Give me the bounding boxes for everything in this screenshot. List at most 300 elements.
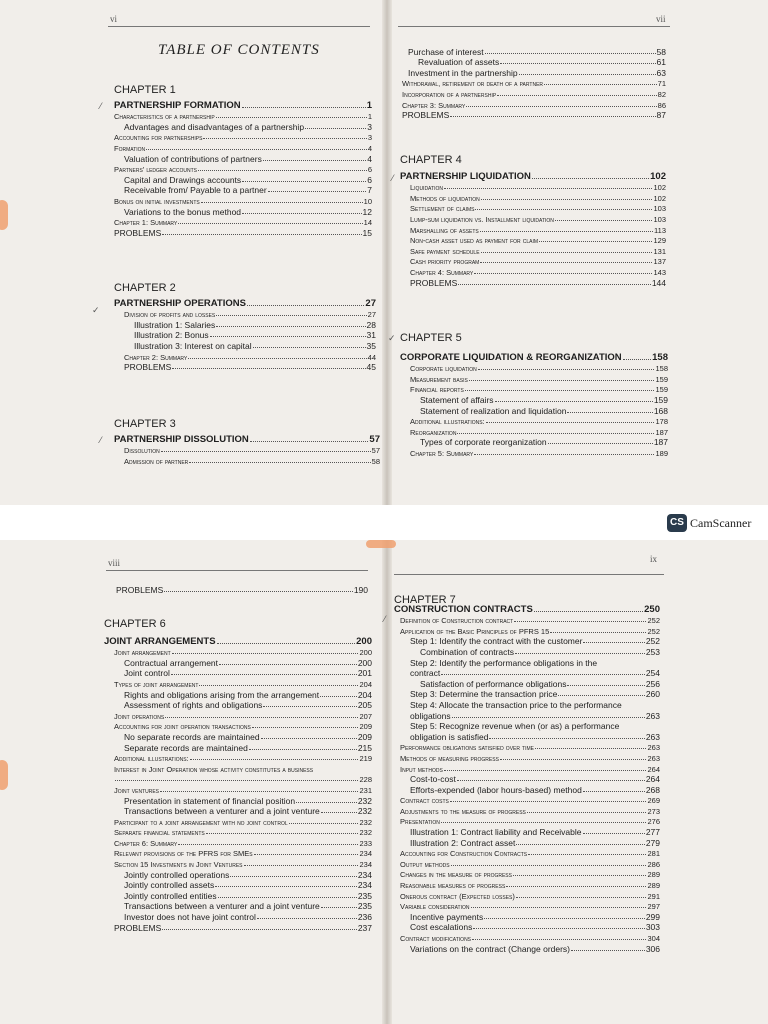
toc-entry — [394, 869, 660, 880]
toc-entry-title: Admission of partner — [124, 456, 189, 466]
toc-entry-title: obligations — [410, 710, 451, 721]
toc-entry-page: 264 — [645, 774, 660, 785]
toc-entry-page: 190 — [353, 584, 368, 595]
toc-entry — [104, 901, 372, 912]
dot-leader — [519, 74, 656, 75]
toc-entry-title: Presentation — [400, 817, 440, 827]
toc-entry — [392, 67, 666, 78]
toc-entry — [114, 142, 372, 153]
toc-entry-page: 144 — [651, 277, 666, 288]
toc-entry — [104, 742, 372, 753]
toc-entry-title: Accounting for Construction Contracts — [400, 849, 528, 859]
toc-entry — [104, 689, 372, 700]
toc-entry — [394, 890, 660, 901]
chapter-heading: CHAPTER 3 — [114, 418, 176, 430]
dot-leader — [500, 63, 655, 64]
dot-leader — [115, 780, 358, 781]
toc-entry — [394, 879, 660, 890]
toc-entry-title: Jointly controlled operations — [124, 869, 230, 880]
toc-entry — [394, 615, 660, 626]
toc-entry-page: 44 — [367, 352, 376, 362]
toc-entry-title: Purchase of interest — [408, 46, 484, 57]
toc-entry-title: PROBLEMS — [114, 227, 162, 238]
page-viii — [0, 540, 382, 1024]
toc-entry-title: Section 15 Investments in Joint Ventures — [114, 860, 243, 870]
toc-entry-page: 304 — [647, 934, 660, 943]
toc-entry — [114, 153, 372, 164]
toc-entry-title: Transactions between a venturer and a joint venture — [124, 901, 320, 912]
toc-entry — [400, 192, 666, 203]
toc-entry-title: Participant to a joint arrangement with no joint control — [114, 817, 288, 827]
toc-entry — [394, 858, 660, 869]
toc-entry-title: Chapter 5: Summary — [410, 448, 474, 458]
dot-leader — [321, 907, 357, 908]
toc-entry — [114, 121, 372, 132]
toc-entry-title: Chapter 4: Summary — [410, 267, 474, 277]
dot-leader — [247, 305, 364, 306]
toc-entry-page: 102 — [653, 193, 666, 203]
toc-entry-page: 209 — [359, 722, 372, 732]
dot-leader — [242, 107, 366, 108]
page-number: ix — [650, 554, 658, 564]
toc-entry-title: Non-cash asset used as payment for claim — [410, 236, 539, 246]
toc-entry-page: 215 — [357, 742, 372, 753]
toc-entry-page: 14 — [363, 218, 372, 228]
toc-entry-title: Division of profits and losses — [124, 310, 216, 320]
dot-leader — [583, 642, 644, 643]
toc-entry-title: Statement of realization and liquidation — [420, 405, 567, 416]
toc-entry-title: Measurement basis — [410, 374, 468, 384]
toc-entry-page: 12 — [362, 206, 372, 217]
dot-leader — [544, 84, 657, 85]
toc-entry — [104, 890, 372, 901]
dot-leader — [252, 727, 359, 728]
toc-entry-title: Methods of measuring progress — [400, 753, 499, 763]
dot-leader — [481, 252, 653, 253]
toc-entry — [400, 426, 668, 437]
toc-entry-page: 1 — [367, 112, 372, 122]
toc-entry-title: Partners' ledger accounts — [114, 165, 198, 175]
toc-entry-title: Types of joint arrangement — [114, 679, 199, 689]
toc-entry-page: 7 — [367, 185, 372, 196]
toc-entry-title: PROBLEMS — [116, 584, 164, 595]
toc-entry-page: 187 — [655, 427, 668, 437]
pen-tick-mark: ✓ — [92, 305, 100, 315]
toc-entry-page: 103 — [653, 204, 666, 214]
toc-entry-page: 209 — [357, 731, 372, 742]
toc-entry — [392, 88, 666, 99]
toc-entry — [392, 57, 666, 68]
dot-leader — [535, 748, 646, 749]
toc-entry — [104, 848, 372, 859]
toc-entry-title: PROBLEMS — [114, 922, 162, 933]
dot-leader — [254, 854, 359, 855]
dot-leader — [485, 53, 656, 54]
toc-entry-page: 159 — [655, 374, 668, 384]
toc-entry — [104, 816, 372, 827]
page-number: vi — [110, 14, 118, 24]
dot-leader — [571, 950, 645, 951]
dot-leader — [528, 854, 646, 855]
toc-entry-title: PARTNERSHIP DISSOLUTION — [114, 433, 249, 445]
toc-entry-page: 143 — [653, 267, 666, 277]
toc-entry — [400, 384, 668, 395]
dot-leader — [532, 178, 649, 179]
dot-leader — [146, 149, 367, 150]
toc-entry — [394, 689, 660, 700]
top-spread — [0, 0, 768, 505]
toc-entry-page: 58 — [371, 456, 380, 466]
toc-entry-page: 263 — [647, 743, 660, 753]
toc-entry — [104, 753, 372, 764]
dot-leader — [481, 199, 653, 200]
toc-entry-page: 158 — [655, 364, 668, 374]
toc-entry-title: Separate records are maintained — [124, 742, 248, 753]
toc-entry-page: 35 — [366, 340, 376, 351]
toc-entry-page: 237 — [357, 922, 372, 933]
camscanner-logo: CS — [667, 514, 687, 532]
toc-entry — [114, 100, 372, 111]
toc-entry-title: Accounting for joint operation transactions — [114, 722, 251, 732]
toc-entry — [400, 245, 666, 256]
toc-entry — [104, 837, 372, 848]
toc-entry-title: Contractual arrangement — [124, 657, 219, 668]
pen-tick-mark: ⁄ — [100, 101, 102, 111]
toc-entry-title: PARTNERSHIP LIQUIDATION — [400, 170, 531, 182]
toc-entry — [394, 710, 660, 721]
toc-entry — [114, 227, 372, 238]
toc-entry-page: 61 — [656, 57, 666, 68]
toc-entry-title: Onerous contract (Expected losses) — [400, 891, 515, 901]
toc-entry — [400, 352, 668, 363]
dot-leader — [623, 359, 651, 360]
header-rule — [108, 26, 370, 27]
toc-entry — [400, 277, 666, 288]
toc-entry — [392, 99, 666, 110]
toc-entry-title: Lump-sum liquidation vs. Installment liquidation — [410, 214, 554, 224]
dot-leader — [198, 170, 367, 171]
dot-leader — [583, 791, 645, 792]
toc-list — [400, 352, 668, 458]
dot-leader — [469, 380, 655, 381]
dot-leader — [268, 191, 367, 192]
toc-entry — [394, 668, 660, 679]
dot-leader — [500, 759, 647, 760]
dot-leader — [201, 202, 363, 203]
toc-entry-title: Step 5: Recognize revenue when (or as) a performance — [410, 721, 620, 732]
toc-entry-title: Performance obligations satisfied over time — [400, 743, 534, 753]
toc-entry-title: CORPORATE LIQUIDATION & REORGANIZATION — [400, 351, 622, 363]
toc-entry — [394, 657, 660, 668]
toc-entry-page: 4 — [367, 143, 372, 153]
toc-entry-title: PROBLEMS — [402, 110, 450, 121]
toc-entry — [104, 731, 372, 742]
toc-entry-page: 252 — [645, 636, 660, 647]
dot-leader — [506, 886, 646, 887]
dot-leader — [215, 886, 357, 887]
toc-entry — [394, 636, 660, 647]
toc-entry-title: Cost-to-cost — [410, 774, 456, 785]
toc-entry-title: Marshalling of assets — [410, 225, 479, 235]
toc-entry-page: 233 — [359, 838, 372, 848]
toc-entry-title: Chapter 2: Summary — [124, 352, 188, 362]
toc-entry-title: Illustration 3: Interest on capital — [134, 340, 252, 351]
dot-leader — [495, 401, 653, 402]
toc-entry-page: 219 — [359, 754, 372, 764]
toc-entry-page: 102 — [650, 170, 666, 182]
toc-entry-title: contract — [410, 668, 441, 679]
dot-leader — [244, 865, 359, 866]
toc-entry — [394, 795, 660, 806]
toc-entry — [394, 805, 660, 816]
toc-entry — [394, 763, 660, 774]
dot-leader — [480, 262, 652, 263]
book-gutter — [382, 0, 392, 505]
dot-leader — [230, 876, 356, 877]
toc-entry-page: 269 — [647, 796, 660, 806]
toc-entry — [400, 235, 666, 246]
toc-entry — [394, 721, 660, 732]
dot-leader — [162, 929, 357, 930]
toc-entry — [392, 46, 666, 57]
toc-entry-title: Formation — [114, 143, 146, 153]
dot-leader — [444, 188, 653, 189]
toc-entry-title: Step 2: Identify the performance obligations in the — [410, 657, 598, 668]
toc-entry-page: 276 — [647, 817, 660, 827]
toc-entry — [104, 774, 372, 785]
dot-leader — [289, 823, 359, 824]
dot-leader — [534, 611, 643, 612]
toc-entry-page: 102 — [653, 183, 666, 193]
toc-entry — [400, 182, 666, 193]
toc-entry-title: Adjustments to the measure of progress — [400, 806, 526, 816]
dot-leader — [465, 390, 655, 391]
toc-entry-page: 200 — [356, 635, 372, 647]
toc-entry-title: Contract modifications — [400, 934, 472, 943]
toc-entry-title: Satisfaction of performance obligations — [420, 678, 567, 689]
toc-entry — [394, 699, 660, 710]
dot-leader — [458, 284, 651, 285]
toc-entry-page: 263 — [647, 753, 660, 763]
dot-leader — [216, 117, 367, 118]
dot-leader — [484, 918, 645, 919]
dot-leader — [263, 706, 356, 707]
toc-entry-page: 289 — [647, 881, 660, 891]
dot-leader — [486, 422, 655, 423]
dot-leader — [478, 369, 655, 370]
toc-entry — [114, 185, 372, 196]
toc-entry — [394, 816, 660, 827]
dot-leader — [321, 812, 357, 813]
toc-entry — [104, 636, 372, 647]
toc-entry — [114, 298, 376, 309]
toc-entry — [104, 657, 372, 668]
toc-entry-page: 3 — [367, 121, 372, 132]
toc-entry-page: 234 — [359, 849, 372, 859]
toc-entry-page: 234 — [359, 860, 372, 870]
toc-entry-page: 235 — [357, 901, 372, 912]
toc-entry-title: Variations on the contract (Change orders) — [410, 943, 571, 954]
toc-entry-page: 207 — [359, 711, 372, 721]
toc-entry-title: Application of the Basic Principles of PFRS 15 — [400, 626, 550, 636]
toc-entry — [394, 774, 660, 785]
toc-entry-page: 159 — [653, 394, 668, 405]
toc-entry-page: 279 — [645, 837, 660, 848]
toc-entry — [400, 171, 666, 182]
toc-entry-page: 281 — [647, 849, 660, 859]
toc-entry-page: 232 — [357, 795, 372, 806]
toc-entry-title: Efforts-expended (labor hours-based) method — [410, 784, 582, 795]
dot-leader — [199, 685, 358, 686]
toc-entry-page: 86 — [657, 100, 666, 110]
toc-entry-page: 137 — [653, 257, 666, 267]
toc-entry — [394, 742, 660, 753]
toc-entry-page: 268 — [645, 784, 660, 795]
toc-entry — [104, 678, 372, 689]
toc-entry-page: 252 — [647, 616, 660, 626]
toc-entry-title: Investment in the partnership — [408, 67, 518, 78]
dot-leader — [250, 441, 369, 442]
toc-entry — [114, 309, 376, 320]
dot-leader — [583, 833, 645, 834]
toc-entry-title: Incentive payments — [410, 911, 484, 922]
toc-entry-title: JOINT ARRANGEMENTS — [104, 635, 216, 647]
toc-entry — [394, 646, 660, 657]
toc-entry — [114, 164, 372, 175]
toc-entry-title: Revaluation of assets — [418, 57, 500, 68]
toc-entry-page: 31 — [366, 330, 376, 341]
toc-entry-title: PARTNERSHIP OPERATIONS — [114, 297, 246, 309]
toc-entry-page: 159 — [655, 385, 668, 395]
dot-leader — [516, 844, 644, 845]
toc-entry — [400, 224, 666, 235]
toc-entry-page: 87 — [656, 110, 666, 121]
dot-leader — [555, 220, 653, 221]
dot-leader — [474, 454, 654, 455]
toc-entry — [394, 784, 660, 795]
dot-leader — [514, 621, 646, 622]
toc-entry-title: Jointly controlled assets — [124, 880, 215, 891]
toc-entry — [394, 943, 660, 954]
pen-tick-mark: ⁄ — [384, 614, 386, 624]
toc-entry-title: Illustration 2: Bonus — [134, 330, 209, 341]
toc-entry-title: PARTNERSHIP FORMATION — [114, 99, 241, 111]
toc-entry — [104, 668, 372, 679]
toc-entry-page: 15 — [362, 227, 372, 238]
toc-entry — [394, 731, 660, 742]
toc-entry-title: CONSTRUCTION CONTRACTS — [394, 603, 533, 615]
dot-leader — [457, 433, 654, 434]
toc-entry-page: 187 — [653, 437, 668, 448]
toc-entry-page: 299 — [645, 911, 660, 922]
dot-leader — [178, 844, 358, 845]
toc-entry-title: Capital and Drawings accounts — [124, 174, 242, 185]
toc-entry-page: 235 — [357, 890, 372, 901]
toc-entry-page: 289 — [647, 870, 660, 880]
page-number: vii — [656, 14, 666, 24]
toc-entry — [394, 678, 660, 689]
toc-entry — [114, 132, 372, 143]
toc-entry-page: 27 — [365, 297, 376, 309]
dot-leader — [513, 875, 647, 876]
dot-leader — [249, 749, 357, 750]
toc-entry — [400, 203, 666, 214]
toc-entry-page: 57 — [371, 446, 380, 456]
toc-entry — [114, 362, 376, 373]
dot-leader — [190, 759, 359, 760]
toc-entry-title: PROBLEMS — [124, 362, 172, 373]
toc-entry — [114, 340, 376, 351]
dot-leader — [558, 695, 644, 696]
toc-entry-title: Jointly controlled entities — [124, 890, 217, 901]
dot-leader — [450, 801, 647, 802]
dot-leader — [550, 632, 646, 633]
dot-leader — [164, 591, 353, 592]
toc-entry — [400, 363, 668, 374]
toc-entry — [400, 447, 668, 458]
page-vii — [388, 0, 768, 505]
toc-list — [392, 46, 666, 120]
dot-leader — [219, 664, 357, 665]
toc-entry — [114, 455, 380, 466]
dot-leader — [452, 717, 645, 718]
dot-leader — [242, 181, 366, 182]
dot-leader — [162, 234, 361, 235]
pen-tick-mark: ⁄ — [100, 435, 102, 445]
toc-entry-title: Illustration 2: Contract asset — [410, 837, 516, 848]
chapter-heading: CHAPTER 2 — [114, 282, 176, 294]
toc-entry-title: Safe payment schedule — [410, 246, 480, 256]
toc-entry-page: 4 — [367, 153, 372, 164]
dot-leader — [218, 897, 357, 898]
toc-entry — [114, 206, 372, 217]
toc-entry-title: Valuation of contributions of partners — [124, 153, 262, 164]
page-vi — [0, 0, 382, 505]
toc-entry-page: 168 — [653, 405, 668, 416]
toc-entry — [104, 827, 372, 838]
toc-entry-page: 250 — [644, 603, 660, 615]
toc-entry — [114, 351, 376, 362]
toc-entry-page: 297 — [647, 902, 660, 912]
toc-entry-page: 234 — [357, 869, 372, 880]
dot-leader — [466, 106, 656, 107]
toc-entry-title: Advantages and disadvantages of a partnership — [124, 121, 305, 132]
toc-list — [394, 604, 660, 954]
toc-entry-page: 10 — [363, 196, 372, 206]
bottom-spread — [0, 540, 768, 1024]
book-gutter — [382, 540, 392, 1024]
toc-entry-title: Output methods — [400, 859, 450, 869]
dot-leader — [189, 462, 370, 463]
dot-leader — [515, 653, 645, 654]
toc-entry — [394, 752, 660, 763]
toc-entry — [394, 901, 660, 912]
toc-entry-page: 45 — [366, 362, 376, 373]
toc-entry — [114, 174, 372, 185]
toc-entry-page: 129 — [653, 236, 666, 246]
toc-entry-title: Step 1: Identify the contract with the customer — [410, 636, 583, 647]
toc-entry-page: 256 — [645, 678, 660, 689]
toc-entry — [114, 319, 376, 330]
toc-entry-title: Bonus on initial investments — [114, 196, 200, 206]
toc-entry-title: Joint arrangement — [114, 648, 171, 658]
toc-entry-page: 178 — [655, 417, 668, 427]
toc-entry-page: 113 — [654, 225, 666, 235]
toc-entry — [400, 213, 666, 224]
toc-entry-title: Liquidation — [410, 183, 443, 193]
toc-title: TABLE OF CONTENTS — [158, 42, 320, 58]
toc-entry-title: Illustration 1: Salaries — [134, 319, 216, 330]
